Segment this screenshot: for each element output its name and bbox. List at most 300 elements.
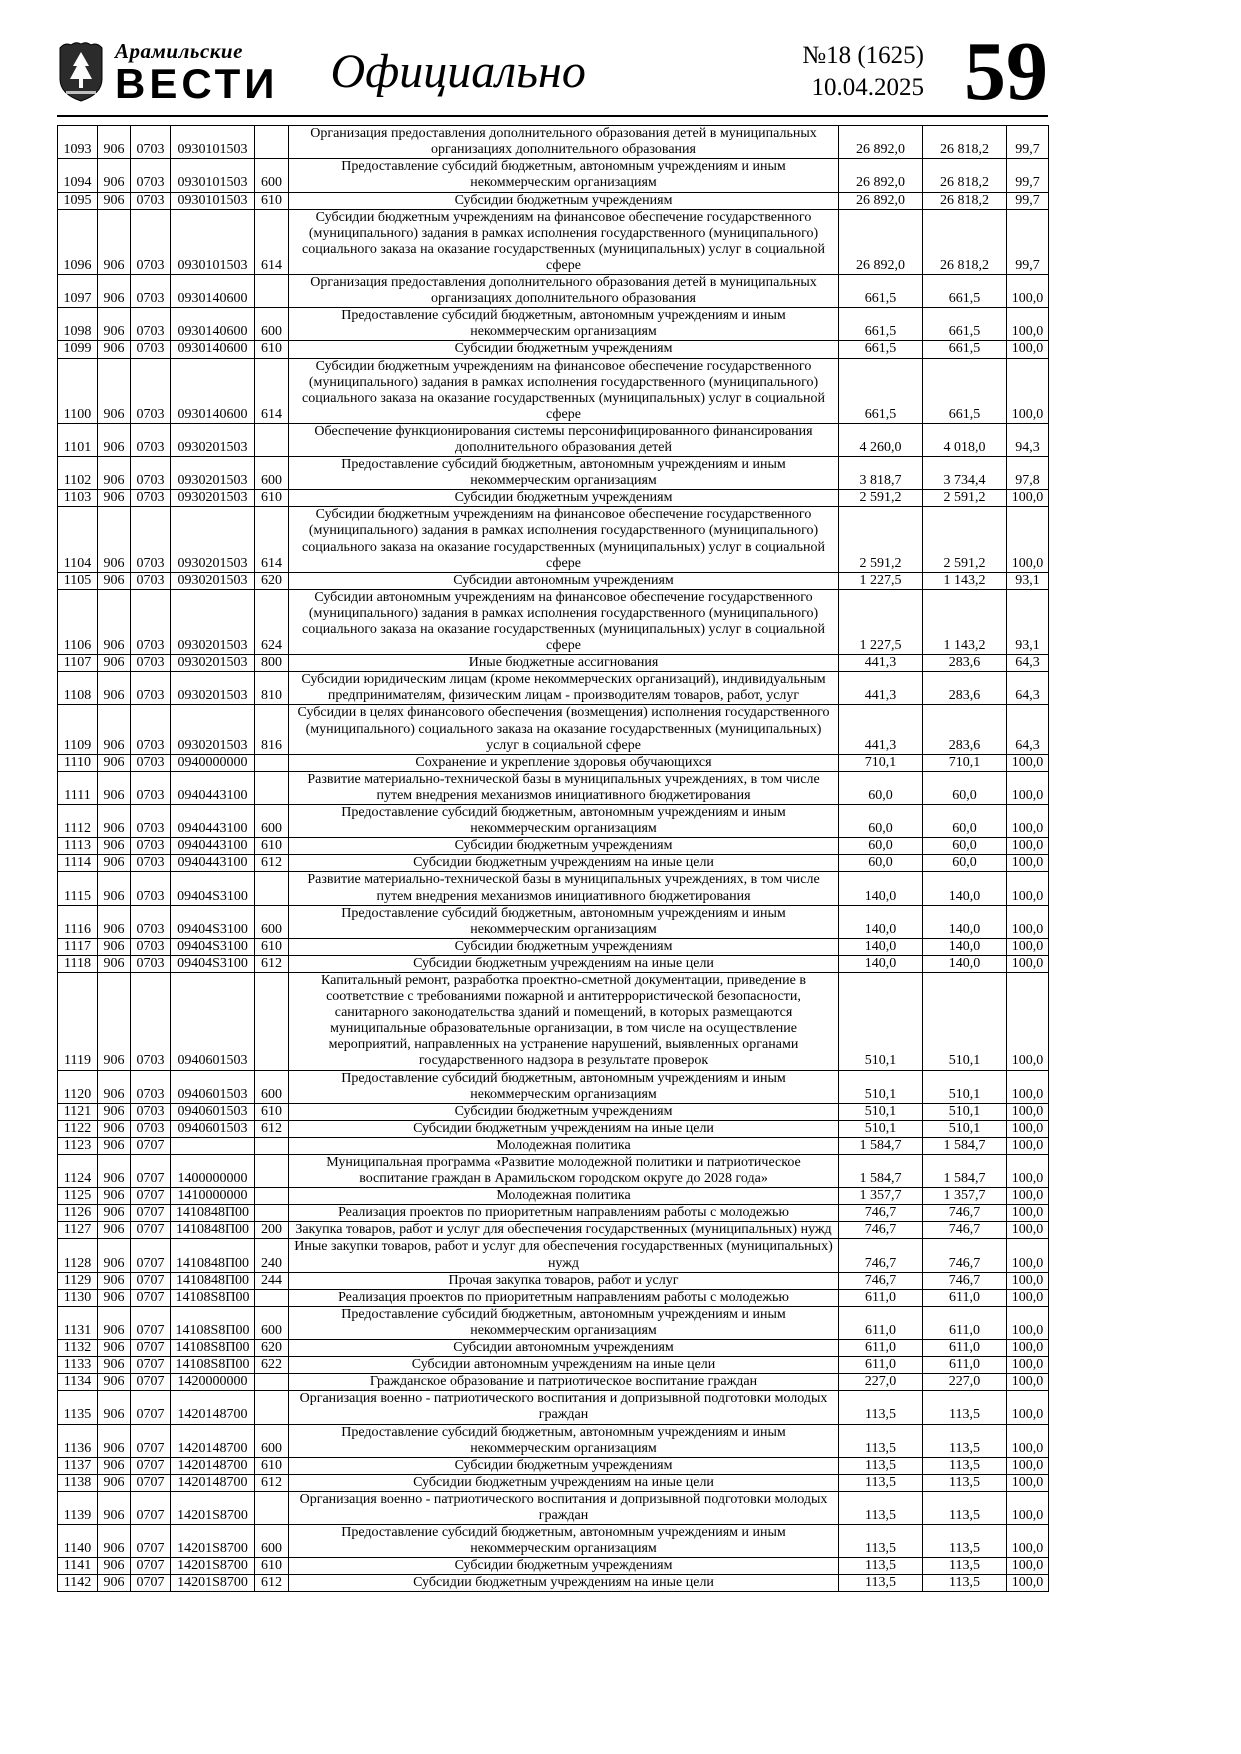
- target-article-cell: 1420148700: [171, 1424, 255, 1457]
- expense-type-cell: [255, 1155, 289, 1188]
- expense-type-cell: 614: [255, 209, 289, 274]
- issue-date: 10.04.2025: [811, 73, 924, 101]
- target-article-cell: 1410848П00: [171, 1239, 255, 1272]
- grbs-code-cell: 906: [98, 209, 131, 274]
- table-row: [58, 955, 1049, 972]
- grbs-code-cell: 906: [98, 275, 131, 308]
- section-code-cell: 0707: [131, 1357, 171, 1374]
- fact-value-cell: 26 818,2: [923, 192, 1007, 209]
- target-article-cell: 0930140600: [171, 308, 255, 341]
- row-number-cell: 1110: [58, 754, 98, 771]
- fact-value-cell: 113,5: [923, 1457, 1007, 1474]
- table-row: [58, 771, 1049, 804]
- expense-type-cell: [255, 872, 289, 905]
- plan-value-cell: 60,0: [839, 805, 923, 838]
- percent-cell: 94,3: [1007, 423, 1049, 456]
- expense-type-cell: 612: [255, 1575, 289, 1592]
- name-cell: Молодежная политика: [289, 1137, 839, 1154]
- table-row: [58, 1474, 1049, 1491]
- plan-value-cell: 60,0: [839, 771, 923, 804]
- expense-type-cell: [255, 423, 289, 456]
- plan-value-cell: 140,0: [839, 872, 923, 905]
- plan-value-cell: 60,0: [839, 838, 923, 855]
- target-article-cell: 1420000000: [171, 1374, 255, 1391]
- section-code-cell: 0703: [131, 672, 171, 705]
- grbs-code-cell: 906: [98, 1103, 131, 1120]
- plan-value-cell: 746,7: [839, 1222, 923, 1239]
- name-cell: Предоставление субсидий бюджетным, автономным учреждениям и иным некоммерческим организациям: [289, 159, 839, 192]
- grbs-code-cell: 906: [98, 1070, 131, 1103]
- row-number-cell: 1095: [58, 192, 98, 209]
- table-row: [58, 938, 1049, 955]
- section-code-cell: 0707: [131, 1575, 171, 1592]
- section-code-cell: 0707: [131, 1457, 171, 1474]
- percent-cell: 100,0: [1007, 872, 1049, 905]
- target-article-cell: 0930101503: [171, 159, 255, 192]
- fact-value-cell: 113,5: [923, 1474, 1007, 1491]
- fact-value-cell: 113,5: [923, 1391, 1007, 1424]
- row-number-cell: 1125: [58, 1188, 98, 1205]
- fact-value-cell: 1 584,7: [923, 1155, 1007, 1188]
- row-number-cell: 1128: [58, 1239, 98, 1272]
- name-cell: Субсидии бюджетным учреждениям на иные цели: [289, 1474, 839, 1491]
- row-number-cell: 1103: [58, 490, 98, 507]
- grbs-code-cell: 906: [98, 1205, 131, 1222]
- section-code-cell: 0707: [131, 1239, 171, 1272]
- table-row: [58, 1239, 1049, 1272]
- plan-value-cell: 510,1: [839, 1120, 923, 1137]
- section-code-cell: 0703: [131, 905, 171, 938]
- plan-value-cell: 661,5: [839, 341, 923, 358]
- table-row: [58, 972, 1049, 1070]
- table-row: [58, 423, 1049, 456]
- grbs-code-cell: 906: [98, 705, 131, 754]
- name-cell: Предоставление субсидий бюджетным, автономным учреждениям и иным некоммерческим организациям: [289, 1306, 839, 1339]
- percent-cell: 100,0: [1007, 1120, 1049, 1137]
- fact-value-cell: 1 584,7: [923, 1137, 1007, 1154]
- percent-cell: 100,0: [1007, 938, 1049, 955]
- fact-value-cell: 746,7: [923, 1205, 1007, 1222]
- row-number-cell: 1131: [58, 1306, 98, 1339]
- grbs-code-cell: 906: [98, 1120, 131, 1137]
- plan-value-cell: 611,0: [839, 1357, 923, 1374]
- target-article-cell: 0930201503: [171, 507, 255, 572]
- section-code-cell: 0707: [131, 1222, 171, 1239]
- fact-value-cell: 510,1: [923, 1103, 1007, 1120]
- row-number-cell: 1104: [58, 507, 98, 572]
- name-cell: Субсидии бюджетным учреждениям на иные цели: [289, 1120, 839, 1137]
- grbs-code-cell: 906: [98, 572, 131, 589]
- expense-type-cell: 612: [255, 855, 289, 872]
- section-code-cell: 0707: [131, 1289, 171, 1306]
- grbs-code-cell: 906: [98, 905, 131, 938]
- grbs-code-cell: 906: [98, 192, 131, 209]
- target-article-cell: 09404S3100: [171, 938, 255, 955]
- target-article-cell: 0940443100: [171, 771, 255, 804]
- row-number-cell: 1118: [58, 955, 98, 972]
- expense-type-cell: 610: [255, 1103, 289, 1120]
- name-cell: Субсидии бюджетным учреждениям на финансовое обеспечение государственного (муниципального) задания в рамках исполнения государственного (муниципального) социального заказа на оказание государственных (муниципальных) услуг в социальной сфере: [289, 209, 839, 274]
- row-number-cell: 1112: [58, 805, 98, 838]
- target-article-cell: 09404S3100: [171, 872, 255, 905]
- table-row: [58, 1222, 1049, 1239]
- name-cell: Субсидии бюджетным учреждениям: [289, 1457, 839, 1474]
- name-cell: Субсидии бюджетным учреждениям на финансовое обеспечение государственного (муниципального) задания в рамках исполнения государственного (муниципального) социального заказа на оказание государственных (муниципальных) услуг в социальной сфере: [289, 358, 839, 423]
- plan-value-cell: 2 591,2: [839, 490, 923, 507]
- percent-cell: 100,0: [1007, 1306, 1049, 1339]
- section-title: Официально: [330, 45, 586, 99]
- fact-value-cell: 661,5: [923, 341, 1007, 358]
- fact-value-cell: 283,6: [923, 655, 1007, 672]
- name-cell: Сохранение и укрепление здоровья обучающихся: [289, 754, 839, 771]
- table-row: [58, 572, 1049, 589]
- percent-cell: 99,7: [1007, 159, 1049, 192]
- table-row: [58, 192, 1049, 209]
- table-row: [58, 705, 1049, 754]
- section-code-cell: 0707: [131, 1474, 171, 1491]
- expense-type-cell: 600: [255, 1306, 289, 1339]
- fact-value-cell: 661,5: [923, 308, 1007, 341]
- expense-type-cell: 612: [255, 1120, 289, 1137]
- expense-type-cell: 600: [255, 308, 289, 341]
- expense-type-cell: 614: [255, 358, 289, 423]
- row-number-cell: 1097: [58, 275, 98, 308]
- plan-value-cell: 661,5: [839, 308, 923, 341]
- target-article-cell: 0930140600: [171, 275, 255, 308]
- expense-type-cell: 610: [255, 192, 289, 209]
- target-article-cell: 0940443100: [171, 838, 255, 855]
- row-number-cell: 1101: [58, 423, 98, 456]
- target-article-cell: 0930201503: [171, 705, 255, 754]
- fact-value-cell: 140,0: [923, 955, 1007, 972]
- percent-cell: 100,0: [1007, 805, 1049, 838]
- fact-value-cell: 60,0: [923, 838, 1007, 855]
- row-number-cell: 1140: [58, 1525, 98, 1558]
- expense-type-cell: 620: [255, 1340, 289, 1357]
- grbs-code-cell: 906: [98, 1272, 131, 1289]
- aramil-crest-icon: [57, 41, 105, 103]
- expense-type-cell: [255, 1391, 289, 1424]
- name-cell: Обеспечение функционирования системы персонифицированного финансирования дополнительного образования детей: [289, 423, 839, 456]
- expense-type-cell: [255, 1374, 289, 1391]
- percent-cell: 100,0: [1007, 1357, 1049, 1374]
- grbs-code-cell: 906: [98, 754, 131, 771]
- target-article-cell: 14108S8П00: [171, 1340, 255, 1357]
- plan-value-cell: 1 227,5: [839, 572, 923, 589]
- table-row: [58, 308, 1049, 341]
- section-code-cell: 0707: [131, 1558, 171, 1575]
- percent-cell: 100,0: [1007, 855, 1049, 872]
- grbs-code-cell: 906: [98, 1391, 131, 1424]
- name-cell: Муниципальная программа «Развитие молодежной политики и патриотическое воспитание граждан в Арамильском городском округе до 2028 года»: [289, 1155, 839, 1188]
- grbs-code-cell: 906: [98, 423, 131, 456]
- target-article-cell: 1420148700: [171, 1391, 255, 1424]
- table-row: [58, 1457, 1049, 1474]
- percent-cell: 100,0: [1007, 1137, 1049, 1154]
- section-code-cell: 0703: [131, 938, 171, 955]
- name-cell: Предоставление субсидий бюджетным, автономным учреждениям и иным некоммерческим организациям: [289, 1424, 839, 1457]
- table-row: [58, 1205, 1049, 1222]
- name-cell: Организация предоставления дополнительного образования детей в муниципальных организациях дополнительного образования: [289, 275, 839, 308]
- plan-value-cell: 1 584,7: [839, 1155, 923, 1188]
- brand-top-label: Арамильские: [115, 39, 243, 64]
- section-code-cell: 0703: [131, 275, 171, 308]
- percent-cell: 100,0: [1007, 275, 1049, 308]
- plan-value-cell: 746,7: [839, 1205, 923, 1222]
- row-number-cell: 1139: [58, 1491, 98, 1524]
- row-number-cell: 1127: [58, 1222, 98, 1239]
- plan-value-cell: 441,3: [839, 672, 923, 705]
- percent-cell: 100,0: [1007, 1391, 1049, 1424]
- target-article-cell: 0940601503: [171, 1120, 255, 1137]
- plan-value-cell: 1 584,7: [839, 1137, 923, 1154]
- name-cell: Предоставление субсидий бюджетным, автономным учреждениям и иным некоммерческим организациям: [289, 905, 839, 938]
- name-cell: Субсидии автономным учреждениям: [289, 1340, 839, 1357]
- fact-value-cell: 1 143,2: [923, 572, 1007, 589]
- plan-value-cell: 441,3: [839, 705, 923, 754]
- name-cell: Субсидии бюджетным учреждениям: [289, 341, 839, 358]
- plan-value-cell: 661,5: [839, 275, 923, 308]
- grbs-code-cell: 906: [98, 1155, 131, 1188]
- fact-value-cell: 26 818,2: [923, 209, 1007, 274]
- name-cell: Предоставление субсидий бюджетным, автономным учреждениям и иным некоммерческим организациям: [289, 308, 839, 341]
- expense-type-cell: 600: [255, 457, 289, 490]
- target-article-cell: 0930140600: [171, 341, 255, 358]
- section-code-cell: 0703: [131, 192, 171, 209]
- page-number: 59: [964, 25, 1048, 118]
- percent-cell: 100,0: [1007, 1575, 1049, 1592]
- fact-value-cell: 1 357,7: [923, 1188, 1007, 1205]
- expense-type-cell: [255, 1137, 289, 1154]
- grbs-code-cell: 906: [98, 1457, 131, 1474]
- grbs-code-cell: 906: [98, 855, 131, 872]
- plan-value-cell: 140,0: [839, 955, 923, 972]
- percent-cell: 100,0: [1007, 1222, 1049, 1239]
- row-number-cell: 1102: [58, 457, 98, 490]
- name-cell: Прочая закупка товаров, работ и услуг: [289, 1272, 839, 1289]
- percent-cell: 100,0: [1007, 972, 1049, 1070]
- grbs-code-cell: 906: [98, 938, 131, 955]
- name-cell: Капитальный ремонт, разработка проектно-сметной документации, приведение в соответствие с требованиями пожарной и антитеррористической безопасности, санитарного законодательства зданий и помещений, в которых размещаются муниципальные образовательные организации, в том числе на осуществление мероприятий, направленных на устранение нарушений, выявленных органами государственного надзора в результате проверок: [289, 972, 839, 1070]
- plan-value-cell: 113,5: [839, 1424, 923, 1457]
- section-code-cell: 0707: [131, 1340, 171, 1357]
- target-article-cell: 14201S8700: [171, 1491, 255, 1524]
- expense-type-cell: 610: [255, 838, 289, 855]
- plan-value-cell: 113,5: [839, 1457, 923, 1474]
- table-row: [58, 1391, 1049, 1424]
- plan-value-cell: 441,3: [839, 655, 923, 672]
- table-row: [58, 1558, 1049, 1575]
- fact-value-cell: 113,5: [923, 1525, 1007, 1558]
- grbs-code-cell: 906: [98, 1474, 131, 1491]
- plan-value-cell: 661,5: [839, 358, 923, 423]
- percent-cell: 99,7: [1007, 209, 1049, 274]
- table-row: [58, 1575, 1049, 1592]
- fact-value-cell: 1 143,2: [923, 589, 1007, 654]
- row-number-cell: 1106: [58, 589, 98, 654]
- table-row: [58, 905, 1049, 938]
- plan-value-cell: 60,0: [839, 855, 923, 872]
- section-code-cell: 0703: [131, 805, 171, 838]
- section-code-cell: 0703: [131, 1070, 171, 1103]
- percent-cell: 100,0: [1007, 1558, 1049, 1575]
- grbs-code-cell: 906: [98, 1137, 131, 1154]
- row-number-cell: 1126: [58, 1205, 98, 1222]
- row-number-cell: 1107: [58, 655, 98, 672]
- target-article-cell: 0930201503: [171, 589, 255, 654]
- table-row: [58, 275, 1049, 308]
- expense-type-cell: 610: [255, 490, 289, 507]
- budget-table: [57, 125, 1049, 1592]
- plan-value-cell: 2 591,2: [839, 507, 923, 572]
- grbs-code-cell: 906: [98, 1491, 131, 1524]
- plan-value-cell: 227,0: [839, 1374, 923, 1391]
- name-cell: Субсидии бюджетным учреждениям на иные цели: [289, 855, 839, 872]
- percent-cell: 100,0: [1007, 905, 1049, 938]
- grbs-code-cell: 906: [98, 490, 131, 507]
- fact-value-cell: 611,0: [923, 1357, 1007, 1374]
- expense-type-cell: 240: [255, 1239, 289, 1272]
- plan-value-cell: 26 892,0: [839, 126, 923, 159]
- row-number-cell: 1120: [58, 1070, 98, 1103]
- expense-type-cell: 810: [255, 672, 289, 705]
- expense-type-cell: 600: [255, 1424, 289, 1457]
- name-cell: Предоставление субсидий бюджетным, автономным учреждениям и иным некоммерческим организациям: [289, 1070, 839, 1103]
- percent-cell: 100,0: [1007, 1103, 1049, 1120]
- row-number-cell: 1136: [58, 1424, 98, 1457]
- name-cell: Субсидии автономным учреждениям на иные цели: [289, 1357, 839, 1374]
- fact-value-cell: 26 818,2: [923, 126, 1007, 159]
- table-row: [58, 855, 1049, 872]
- name-cell: Субсидии юридическим лицам (кроме некоммерческих организаций), индивидуальным предпринимателям, физическим лицам - производителям товаров, работ, услуг: [289, 672, 839, 705]
- row-number-cell: 1117: [58, 938, 98, 955]
- grbs-code-cell: 906: [98, 1575, 131, 1592]
- target-article-cell: 14108S8П00: [171, 1306, 255, 1339]
- section-code-cell: 0703: [131, 972, 171, 1070]
- expense-type-cell: [255, 771, 289, 804]
- row-number-cell: 1099: [58, 341, 98, 358]
- name-cell: Реализация проектов по приоритетным направлениям работы с молодежью: [289, 1205, 839, 1222]
- table-row: [58, 341, 1049, 358]
- grbs-code-cell: 906: [98, 308, 131, 341]
- name-cell: Субсидии автономным учреждениям: [289, 572, 839, 589]
- fact-value-cell: 710,1: [923, 754, 1007, 771]
- row-number-cell: 1119: [58, 972, 98, 1070]
- expense-type-cell: 800: [255, 655, 289, 672]
- target-article-cell: 0930140600: [171, 358, 255, 423]
- target-article-cell: 0930201503: [171, 423, 255, 456]
- grbs-code-cell: 906: [98, 672, 131, 705]
- fact-value-cell: 227,0: [923, 1374, 1007, 1391]
- section-code-cell: 0707: [131, 1188, 171, 1205]
- grbs-code-cell: 906: [98, 1289, 131, 1306]
- row-number-cell: 1137: [58, 1457, 98, 1474]
- percent-cell: 97,8: [1007, 457, 1049, 490]
- expense-type-cell: 610: [255, 1558, 289, 1575]
- fact-value-cell: 60,0: [923, 805, 1007, 838]
- fact-value-cell: 113,5: [923, 1575, 1007, 1592]
- table-row: [58, 457, 1049, 490]
- row-number-cell: 1093: [58, 126, 98, 159]
- table-row: [58, 754, 1049, 771]
- expense-type-cell: 622: [255, 1357, 289, 1374]
- plan-value-cell: 710,1: [839, 754, 923, 771]
- grbs-code-cell: 906: [98, 358, 131, 423]
- target-article-cell: 14201S8700: [171, 1575, 255, 1592]
- percent-cell: 64,3: [1007, 655, 1049, 672]
- row-number-cell: 1123: [58, 1137, 98, 1154]
- plan-value-cell: 611,0: [839, 1306, 923, 1339]
- table-row: [58, 1272, 1049, 1289]
- percent-cell: 100,0: [1007, 1340, 1049, 1357]
- row-number-cell: 1142: [58, 1575, 98, 1592]
- name-cell: Предоставление субсидий бюджетным, автономным учреждениям и иным некоммерческим организациям: [289, 1525, 839, 1558]
- percent-cell: 100,0: [1007, 341, 1049, 358]
- target-article-cell: 1420148700: [171, 1474, 255, 1491]
- table-row: [58, 126, 1049, 159]
- fact-value-cell: 140,0: [923, 905, 1007, 938]
- table-row: [58, 655, 1049, 672]
- plan-value-cell: 140,0: [839, 905, 923, 938]
- plan-value-cell: 113,5: [839, 1491, 923, 1524]
- row-number-cell: 1115: [58, 872, 98, 905]
- plan-value-cell: 611,0: [839, 1289, 923, 1306]
- grbs-code-cell: 906: [98, 1558, 131, 1575]
- section-code-cell: 0703: [131, 838, 171, 855]
- grbs-code-cell: 906: [98, 771, 131, 804]
- grbs-code-cell: 906: [98, 1239, 131, 1272]
- name-cell: Развитие материально-технической базы в муниципальных учреждениях, в том числе путем внедрения механизмов инициативного бюджетирования: [289, 872, 839, 905]
- section-code-cell: 0707: [131, 1525, 171, 1558]
- fact-value-cell: 611,0: [923, 1306, 1007, 1339]
- percent-cell: 100,0: [1007, 1188, 1049, 1205]
- name-cell: Субсидии бюджетным учреждениям: [289, 490, 839, 507]
- grbs-code-cell: 906: [98, 955, 131, 972]
- row-number-cell: 1138: [58, 1474, 98, 1491]
- percent-cell: 64,3: [1007, 672, 1049, 705]
- plan-value-cell: 510,1: [839, 1070, 923, 1103]
- section-code-cell: 0707: [131, 1424, 171, 1457]
- expense-type-cell: 620: [255, 572, 289, 589]
- grbs-code-cell: 906: [98, 1424, 131, 1457]
- name-cell: Иные закупки товаров, работ и услуг для обеспечения государственных (муниципальных) нужд: [289, 1239, 839, 1272]
- expense-type-cell: [255, 1491, 289, 1524]
- row-number-cell: 1111: [58, 771, 98, 804]
- percent-cell: 99,7: [1007, 192, 1049, 209]
- section-code-cell: 0703: [131, 1103, 171, 1120]
- section-code-cell: 0703: [131, 490, 171, 507]
- name-cell: Развитие материально-технической базы в муниципальных учреждениях, в том числе путем внедрения механизмов инициативного бюджетирования: [289, 771, 839, 804]
- name-cell: Субсидии бюджетным учреждениям: [289, 938, 839, 955]
- expense-type-cell: [255, 275, 289, 308]
- target-article-cell: 0930201503: [171, 457, 255, 490]
- issue-block: [802, 40, 924, 103]
- name-cell: Иные бюджетные ассигнования: [289, 655, 839, 672]
- plan-value-cell: 3 818,7: [839, 457, 923, 490]
- section-code-cell: 0703: [131, 771, 171, 804]
- section-code-cell: 0703: [131, 358, 171, 423]
- table-row: [58, 1340, 1049, 1357]
- expense-type-cell: [255, 1205, 289, 1222]
- row-number-cell: 1132: [58, 1340, 98, 1357]
- section-code-cell: 0707: [131, 1306, 171, 1339]
- table-row: [58, 805, 1049, 838]
- grbs-code-cell: 906: [98, 457, 131, 490]
- name-cell: Субсидии бюджетным учреждениям: [289, 1558, 839, 1575]
- section-code-cell: 0703: [131, 457, 171, 490]
- row-number-cell: 1109: [58, 705, 98, 754]
- target-article-cell: 0930201503: [171, 490, 255, 507]
